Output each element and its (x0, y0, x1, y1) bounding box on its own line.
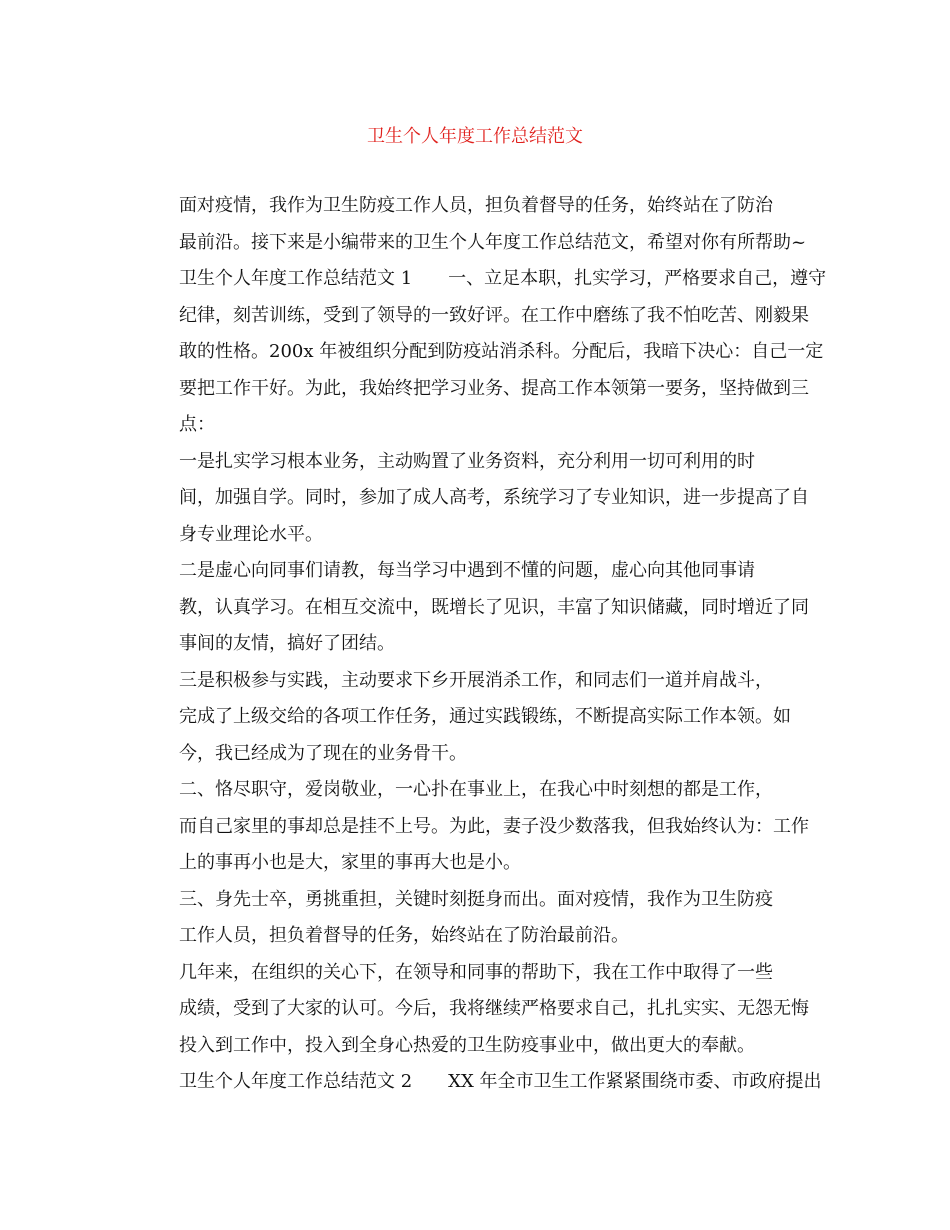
text-line: 卫生个人年度工作总结范文 1 一、立足本职，扎实学习，严格要求自己，遵守 (179, 268, 827, 289)
paragraph (143, 553, 815, 663)
text-line: 三、身先士卒，勇挑重担，关键时刻挺身而出。面对疫情，我作为卫生防疫 (179, 888, 773, 910)
text-line: 工作人员，担负着督导的任务，始终站在了防治最前沿。 (179, 925, 629, 946)
text-line: 事间的友情，搞好了团结。 (179, 633, 395, 654)
paragraph (143, 663, 815, 773)
text-line: 教，认真学习。在相互交流中，既增长了见识，丰富了知识储藏，同时增近了同 (179, 596, 809, 618)
paragraph (143, 444, 815, 554)
document-body (143, 188, 827, 1101)
text-line: 卫生个人年度工作总结范文 2 XX 年全市卫生工作紧紧围绕市委、市政府提出 (179, 1071, 822, 1092)
text-line: 三是积极参与实践，主动要求下乡开展消杀工作，和同志们一道并肩战斗， (179, 669, 773, 691)
text-line: 面对疫情，我作为卫生防疫工作人员，担负着督导的任务，始终站在了防治 (179, 195, 773, 216)
text-line: 上的事再小也是大，家里的事再大也是小。 (179, 852, 521, 873)
text-line: 敢的性格。200x 年被组织分配到防疫站消杀科。分配后，我暗下决心：自己一定 (179, 341, 824, 362)
text-line: 纪律，刻苦训练，受到了领导的一致好评。在工作中磨练了我不怕吃苦、刚毅果 (179, 304, 809, 326)
text-line: 几年来，在组织的关心下，在领导和同事的帮助下，我在工作中取得了一些 (179, 961, 773, 983)
text-line: 成绩，受到了大家的认可。今后，我将继续严格要求自己，扎扎实实、无怨无悔 (179, 998, 809, 1019)
paragraph (143, 188, 827, 444)
text-line: 而自己家里的事却总是挂不上号。为此，妻子没少数落我，但我始终认为：工作 (179, 815, 809, 837)
paragraph (143, 772, 815, 882)
text-line: 身专业理论水平。 (179, 523, 323, 545)
text-line: 要把工作干好。为此，我始终把学习业务、提高工作本领第一要务，坚持做到三 (179, 377, 809, 399)
text-line: 二是虚心向同事们请教，每当学习中遇到不懂的问题，虚心向其他同事请 (179, 560, 755, 581)
text-line: 一是扎实学习根本业务，主动购置了业务资料，充分利用一切可利用的时 (179, 450, 755, 472)
paragraph (143, 955, 822, 1101)
paragraph (143, 882, 815, 955)
text-line: 最前沿。接下来是小编带来的卫生个人年度工作总结范文，希望对你有所帮助~ (179, 231, 807, 253)
document-title: 卫生个人年度工作总结范文 (367, 126, 583, 147)
text-line: 间，加强自学。同时，参加了成人高考，系统学习了专业知识，进一步提高了自 (179, 487, 809, 508)
text-line: 今，我已经成为了现在的业务骨干。 (179, 742, 467, 764)
text-line: 完成了上级交给的各项工作任务，通过实践锻练，不断提高实际工作本领。如 (179, 706, 791, 727)
text-line: 二、恪尽职守，爱岗敬业，一心扑在事业上，在我心中时刻想的都是工作， (179, 779, 773, 800)
text-line: 点： (179, 414, 215, 435)
text-line: 投入到工作中，投入到全身心热爱的卫生防疫事业中，做出更大的奉献。 (179, 1034, 755, 1056)
